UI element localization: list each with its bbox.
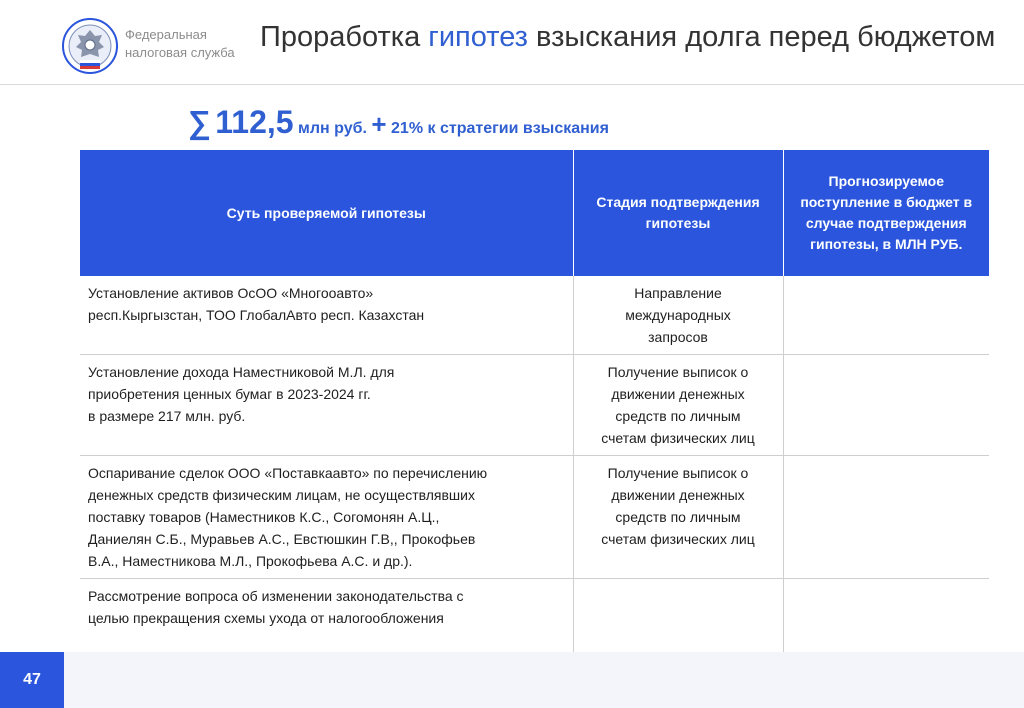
summary-plus: + <box>371 109 387 139</box>
cell-essence: Оспаривание сделок ООО «Поставкаавто» по перечислению денежных средств физическим лицам, не осуществлявших поставку товаров (Наместников К.С., Согомонян А.Ц., Даниелян С.Б., Муравьев А.С., Евстюшкин Г.В,, Прокофьев В.А., Наместникова М.Л., Прокофьева А.С. и др.). <box>80 456 573 579</box>
cell-stage <box>573 579 783 653</box>
table-row <box>80 456 989 579</box>
summary-amount: 112,5 <box>215 104 294 140</box>
header-stage: Стадия подтверждения гипотезы <box>573 150 783 276</box>
cell-essence: Установление дохода Наместниковой М.Л. для приобретения ценных бумаг в 2023-2024 гг. в размере 217 млн. руб. <box>80 355 573 456</box>
page-number: 47 <box>0 652 64 708</box>
cell-essence: Установление активов ОсОО «Многооавто» респ.Кыргызстан, ТОО ГлобалАвто респ. Казахстан <box>80 276 573 355</box>
summary-increase: 21% к стратегии взыскания <box>391 120 609 137</box>
cell-forecast <box>783 276 989 355</box>
table-row <box>80 355 989 456</box>
cell-forecast <box>783 579 989 653</box>
header-essence: Суть проверяемой гипотезы <box>80 150 573 276</box>
title-accent-word: гипотез <box>428 21 528 53</box>
organization-name: Федеральная налоговая служба <box>125 27 235 60</box>
table-row <box>80 276 989 355</box>
cell-stage: Получение выписок о движении денежных средств по личным счетам физических лиц <box>573 456 783 579</box>
header-forecast: Прогнозируемое поступление в бюджет в случае подтверждения гипотезы, в МЛН РУБ. <box>783 150 989 276</box>
cell-stage: Получение выписок о движении денежных средств по личным счетам физических лиц <box>573 355 783 456</box>
cell-essence: Рассмотрение вопроса об изменении законодательства с целью прекращения схемы ухода от налогообложения <box>80 579 573 653</box>
hypotheses-table <box>80 150 989 653</box>
table-header-row <box>80 150 989 276</box>
title-part-1: Проработка <box>260 21 429 53</box>
header-divider <box>0 84 1024 85</box>
fns-emblem-logo <box>62 18 118 74</box>
cell-forecast <box>783 355 989 456</box>
footer-band <box>0 652 1024 708</box>
page-title <box>260 20 1000 54</box>
table-row <box>80 579 989 653</box>
cell-forecast <box>783 456 989 579</box>
sigma-icon: ∑ <box>188 104 211 140</box>
summary-unit: млн руб. <box>298 120 367 137</box>
cell-stage: Направление международных запросов <box>573 276 783 355</box>
summary-line <box>188 104 609 141</box>
title-part-2: взыскания долга перед бюджетом <box>527 21 996 53</box>
